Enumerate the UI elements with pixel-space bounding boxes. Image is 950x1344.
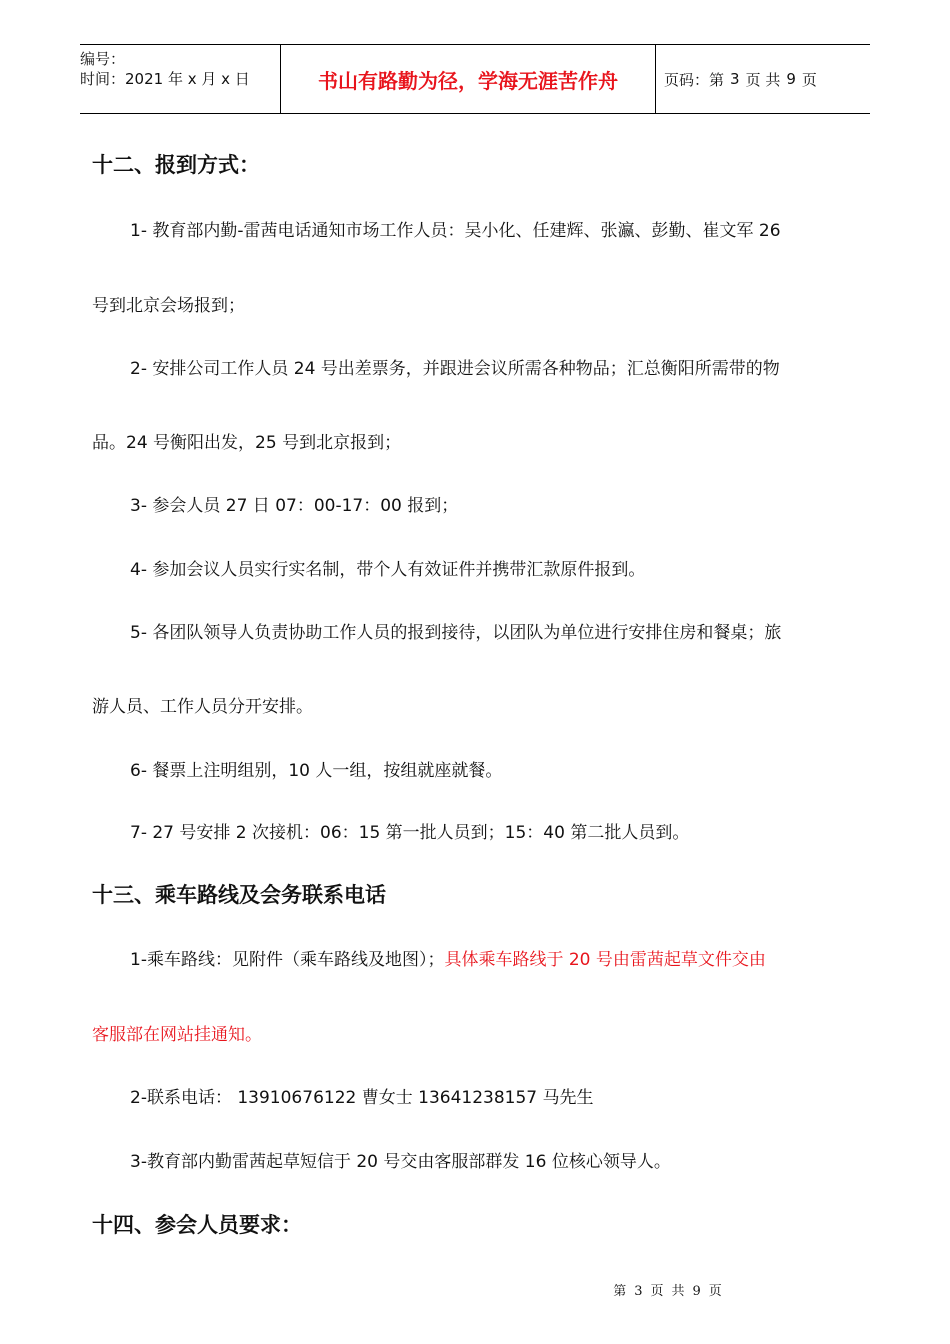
route-text: 1-乘车路线：见附件（乘车路线及地图）；: [130, 950, 445, 970]
section-heading-12: 十二、报到方式：: [92, 153, 260, 177]
page-label: 页码：第: [664, 70, 725, 89]
paragraph-line: 6- 餐票上注明组别，10 人一组，按组就座就餐。: [130, 761, 503, 781]
motto-text: 书山有路勤为径，学海无涯苦作舟: [318, 68, 618, 93]
paragraph-line: 5- 各团队领导人负责协助工作人员的报到接待，以团队为单位进行安排住房和餐桌；旅: [130, 623, 782, 643]
paragraph-line: 4- 参加会议人员实行实名制，带个人有效证件并携带汇款原件报到。: [130, 560, 646, 580]
number-label: 编号：: [80, 50, 126, 68]
footer-b: 页: [650, 1284, 664, 1299]
paragraph-line: 1- 教育部内勤-雷茜电话通知市场工作人员：吴小化、任建辉、张瀛、彭勤、崔文军 26: [130, 221, 781, 241]
paragraph-line: 3- 参会人员 27 日 07：00-17：00 报到；: [130, 496, 459, 516]
paragraph-line: [130, 945, 766, 970]
paragraph-line: 号到北京会场报到；: [92, 296, 245, 316]
page-number: 3: [730, 70, 740, 88]
footer-c: 共: [671, 1284, 685, 1299]
header-motto-cell: [280, 45, 656, 113]
paragraph-line-red: 客服部在网站挂通知。: [92, 1025, 262, 1045]
footer-a: 第: [613, 1284, 627, 1299]
section-heading-13: 十三、乘车路线及会务联系电话: [92, 883, 386, 907]
page-total: 9: [786, 70, 796, 88]
paragraph-line: 品。24 号衡阳出发，25 号到北京报到；: [92, 433, 402, 453]
contact-phones: 2-联系电话： 13910676122 曹女士 13641238157 马先生: [130, 1088, 594, 1108]
paragraph-line: 游人员、工作人员分开安排。: [92, 697, 313, 717]
page-mid: 页 共: [745, 70, 781, 89]
page-footer: [0, 1280, 950, 1299]
page-end: 页: [801, 70, 817, 89]
section-heading-14: 十四、参会人员要求：: [92, 1213, 302, 1237]
paragraph-line: 7- 27 号安排 2 次接机：06：15 第一批人员到；15：40 第二批人员到。: [130, 823, 690, 843]
paragraph-line: 3-教育部内勤雷茜起草短信于 20 号交由客服部群发 16 位核心领导人。: [130, 1152, 671, 1172]
time-label: 时间：2021 年 x 月 x 日: [80, 70, 250, 88]
footer-page: 3: [634, 1284, 643, 1299]
header-page-cell: [656, 45, 878, 113]
header-meta: [80, 45, 280, 117]
route-note-red: 具体乘车路线于 20 号由雷茜起草文件交由: [444, 950, 766, 970]
footer-d: 页: [708, 1284, 722, 1299]
paragraph-line: 2- 安排公司工作人员 24 号出差票务，并跟进会议所需各种物品；汇总衡阳所需带的物: [130, 359, 780, 379]
footer-total: 9: [692, 1284, 701, 1299]
document-header: [80, 44, 870, 114]
